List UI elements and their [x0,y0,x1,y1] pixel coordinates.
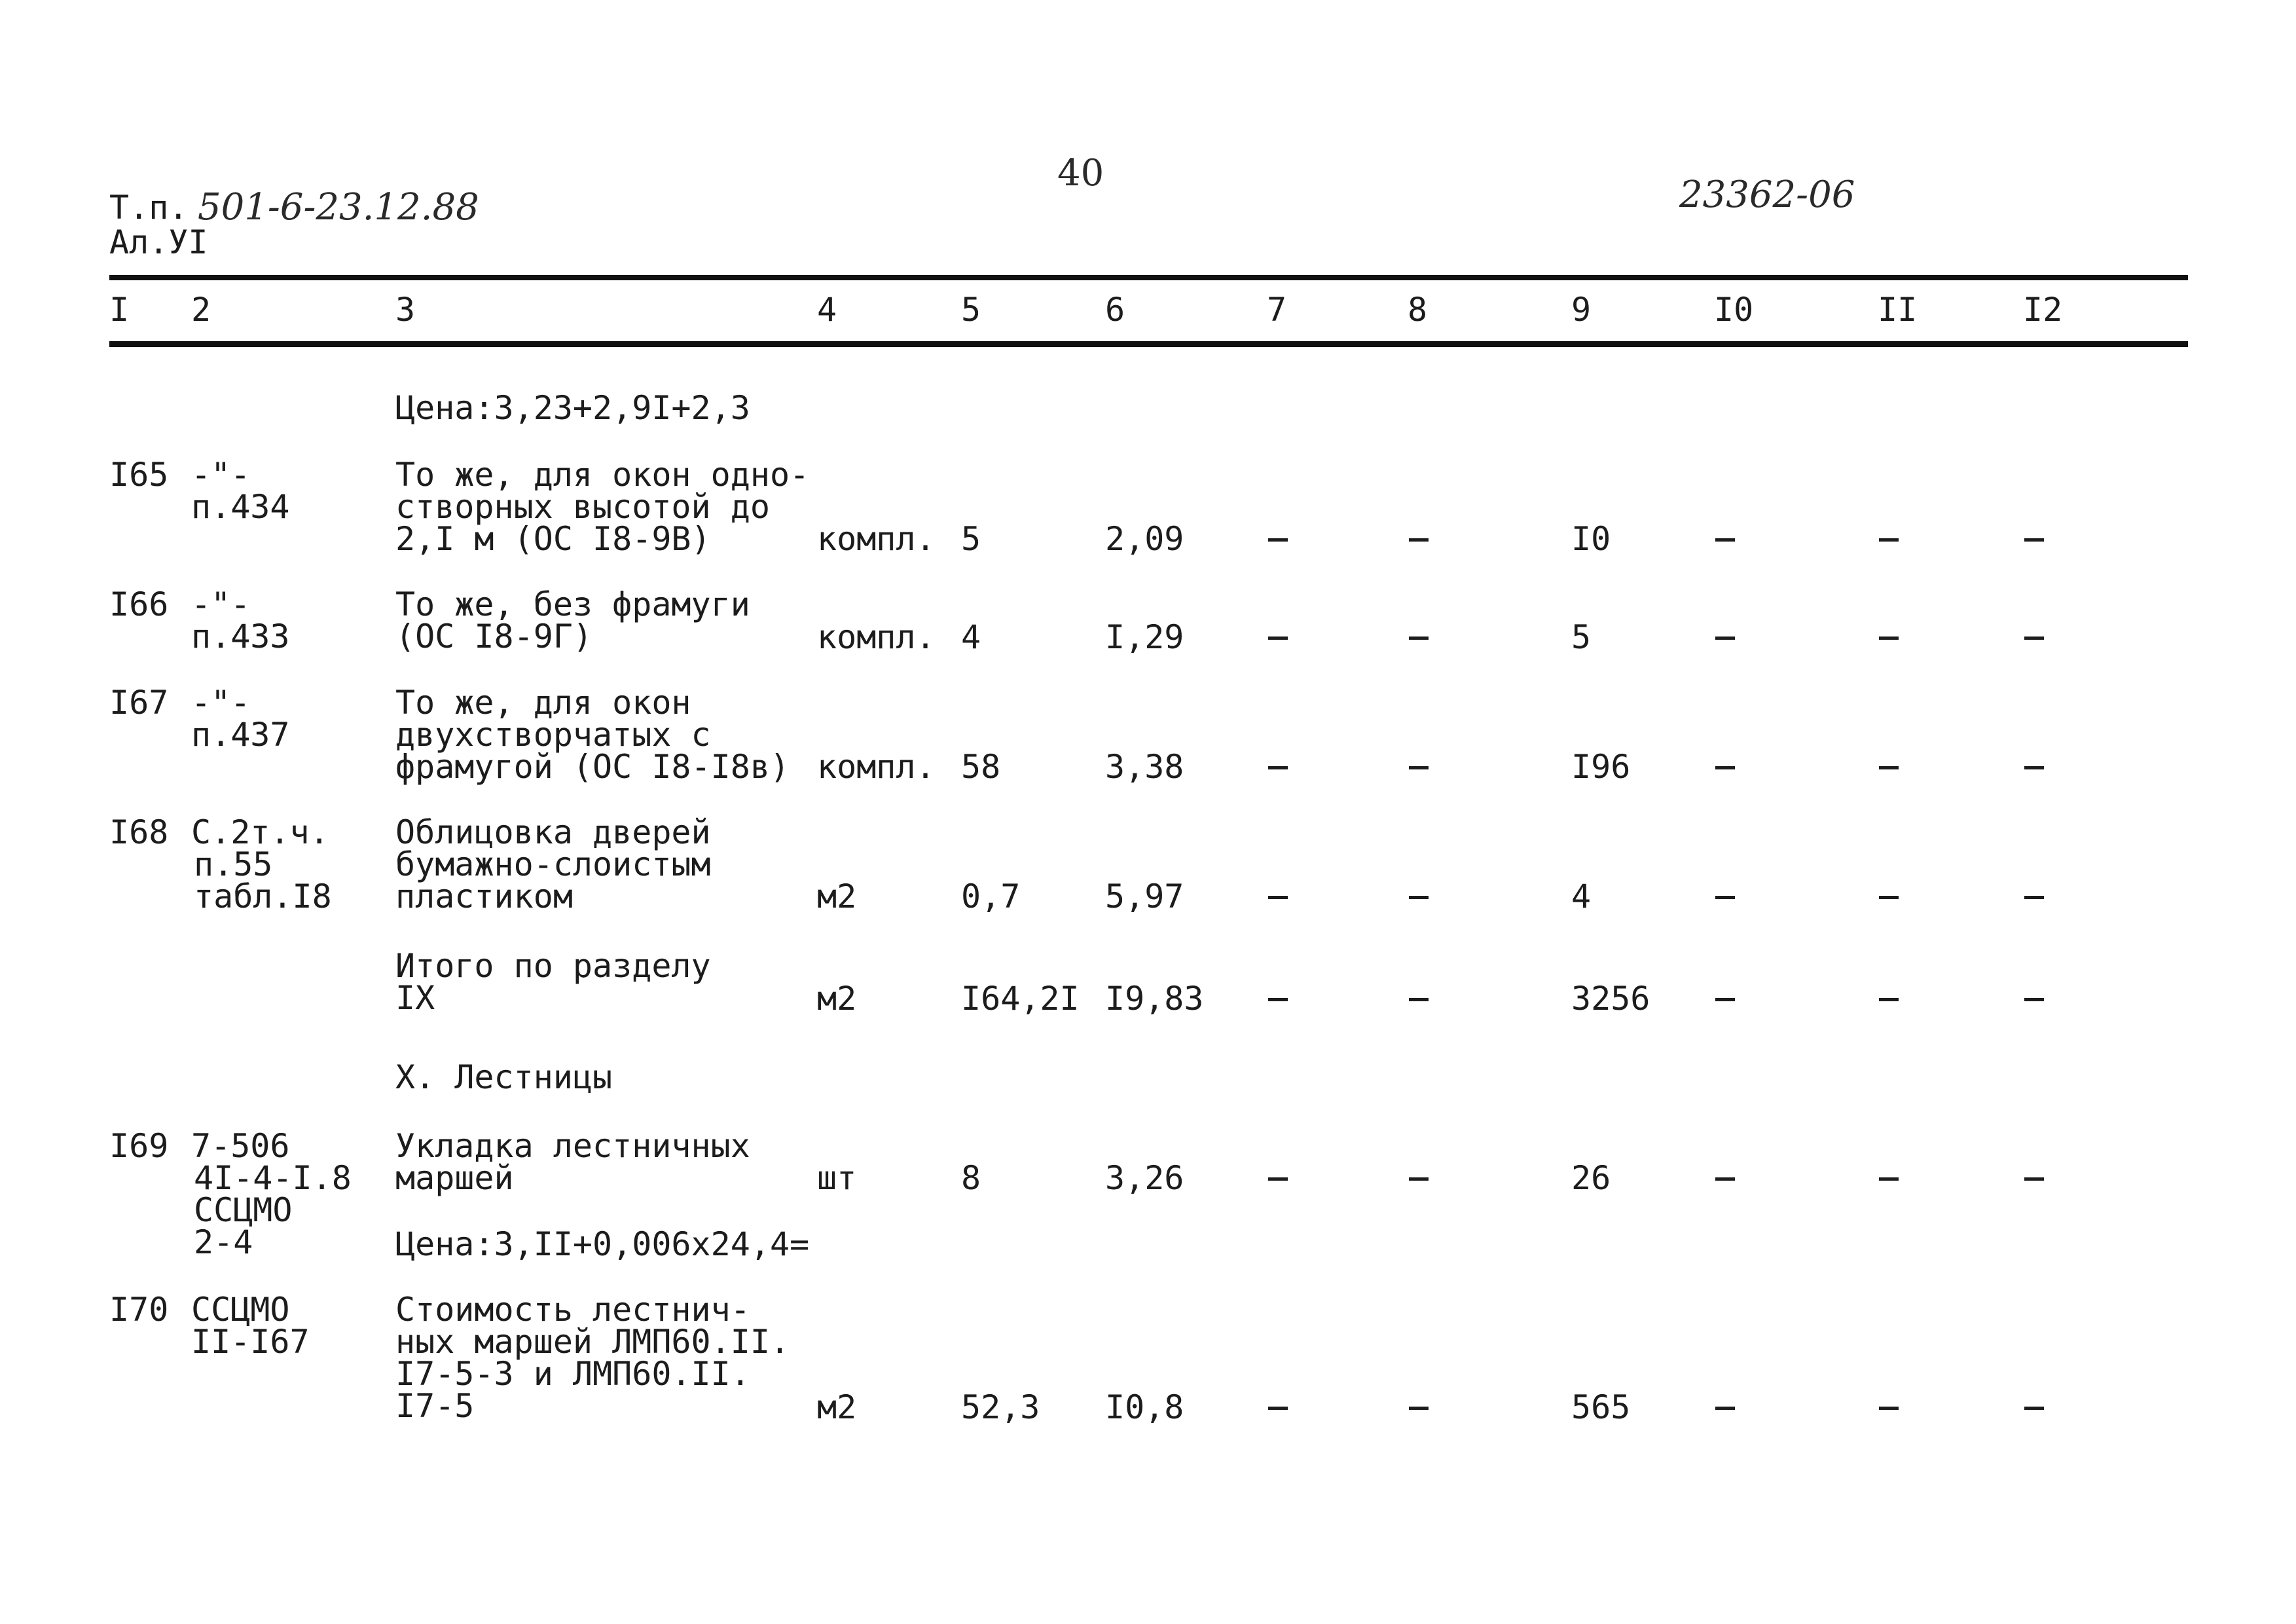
work-description: I7-5-3 и ЛМП60.II. [395,1355,750,1393]
quantity-cell: 5 [961,520,981,558]
value-dash-c10 [1715,637,1735,640]
col-header-2: 2 [191,291,211,329]
value-dash-c11 [1879,896,1899,899]
unit-cell: м2 [817,980,857,1018]
col-header-9: 9 [1571,291,1592,329]
album-label: Ал.УI [109,223,208,261]
norm-reference: п.55 [194,845,273,883]
value-dash-c11 [1879,1407,1899,1410]
value-dash-c8 [1409,896,1429,899]
value-dash-c12 [2024,766,2044,769]
value-cell-c9: I0 [1571,520,1611,558]
unit-price-cell: 3,38 [1105,748,1184,786]
unit-price-cell: I0,8 [1105,1388,1184,1426]
value-dash-c11 [1879,766,1899,769]
value-dash-c11 [1879,538,1899,542]
norm-reference: -"- [191,684,251,722]
row-number: I68 [109,813,169,851]
value-cell-c9: 26 [1571,1159,1611,1197]
work-description: ных маршей ЛМП60.II. [395,1323,790,1361]
value-dash-c10 [1715,766,1735,769]
value-dash-c8 [1409,1177,1429,1181]
row-number: I66 [109,585,169,623]
value-dash-c8 [1409,1407,1429,1410]
value-cell-c9: I96 [1571,748,1631,786]
work-description: Укладка лестничных [395,1127,750,1165]
work-description: То же, для окон одно- [395,456,810,494]
col-header-4: 4 [817,291,837,329]
header-bottom-rule [109,341,2188,347]
quantity-cell: 8 [961,1159,981,1197]
work-description: 2,I м (ОС I8-9В) [395,520,711,558]
unit-cell: шт [817,1159,857,1197]
page-number: 40 [1057,152,1104,194]
work-description: Облицовка дверей [395,813,711,851]
work-description: двухстворчатых с [395,716,711,754]
norm-reference: -"- [191,585,251,623]
norm-reference: ССЦМО [194,1191,293,1229]
value-dash-c12 [2024,1177,2044,1181]
value-dash-c11 [1879,637,1899,640]
value-dash-c12 [2024,1407,2044,1410]
col-header-5: 5 [961,291,981,329]
unit-price-cell: I9,83 [1105,980,1204,1018]
value-dash-c8 [1409,998,1429,1001]
quantity-cell: 4 [961,618,981,656]
value-dash-c12 [2024,538,2044,542]
row-number: I65 [109,456,169,494]
norm-reference: II-I67 [191,1323,310,1361]
unit-cell: м2 [817,877,857,915]
col-header-10: I0 [1714,291,1754,329]
col-header-11: II [1878,291,1918,329]
quantity-cell: 52,3 [961,1388,1040,1426]
doc-code: 23362-06 [1679,174,1855,216]
value-dash-c7 [1268,538,1288,542]
doc-ref-handwritten: 501-6-23.12.88 [198,186,479,229]
value-dash-c7 [1268,766,1288,769]
value-dash-c11 [1879,1177,1899,1181]
value-dash-c7 [1268,637,1288,640]
work-description: I7-5 [395,1387,475,1425]
work-description: Цена:3,23+2,9I+2,3 [395,389,750,427]
work-description: X. Лестницы [395,1058,613,1096]
work-description: То же, для окон [395,684,691,722]
value-dash-c12 [2024,998,2044,1001]
row-number: I67 [109,684,169,722]
unit-price-cell: 3,26 [1105,1159,1184,1197]
work-description: Итого по разделу [395,947,711,985]
work-description: Цена:3,II+0,006х24,4= [395,1225,810,1263]
value-dash-c10 [1715,538,1735,542]
work-description: пластиком [395,877,573,915]
quantity-cell: 58 [961,748,1001,786]
col-header-3: 3 [395,291,416,329]
col-header-7: 7 [1267,291,1287,329]
value-cell-c9: 3256 [1571,980,1650,1018]
work-description: IX [395,979,435,1017]
value-dash-c7 [1268,998,1288,1001]
row-number: I69 [109,1127,169,1165]
unit-cell: компл. [817,520,936,558]
unit-cell: м2 [817,1388,857,1426]
norm-reference: 2-4 [194,1223,253,1261]
value-dash-c10 [1715,896,1735,899]
work-description: фрамугой (ОС I8-I8в) [395,748,790,786]
norm-reference: С.2т.ч. [191,813,329,851]
work-description: бумажно-слоистым [395,845,711,883]
norm-reference: ССЦМО [191,1291,290,1329]
value-cell-c9: 4 [1571,877,1592,915]
value-dash-c12 [2024,896,2044,899]
unit-cell: компл. [817,748,936,786]
value-cell-c9: 5 [1571,618,1592,656]
value-dash-c10 [1715,1177,1735,1181]
quantity-cell: I64,2I [961,980,1080,1018]
header-top-rule [109,275,2188,280]
norm-reference: п.433 [191,618,290,655]
norm-reference: п.437 [191,716,290,754]
norm-reference: -"- [191,456,251,494]
doc-ref-prefix: Т.п. [109,189,189,227]
norm-reference: 7-506 [191,1127,290,1165]
norm-reference: п.434 [191,488,290,526]
value-dash-c7 [1268,1177,1288,1181]
unit-cell: компл. [817,618,936,656]
value-dash-c7 [1268,896,1288,899]
value-dash-c7 [1268,1407,1288,1410]
value-dash-c8 [1409,766,1429,769]
col-header-8: 8 [1408,291,1428,329]
work-description: створных высотой до [395,488,770,526]
value-dash-c12 [2024,637,2044,640]
col-header-6: 6 [1105,291,1125,329]
value-cell-c9: 565 [1571,1388,1631,1426]
unit-price-cell: 2,09 [1105,520,1184,558]
unit-price-cell: I,29 [1105,618,1184,656]
value-dash-c10 [1715,1407,1735,1410]
work-description: Стоимость лестнич- [395,1291,750,1329]
norm-reference: 4I-4-I.8 [194,1159,352,1197]
col-header-12: I2 [2023,291,2063,329]
work-description: (ОС I8-9Г) [395,618,593,655]
quantity-cell: 0,7 [961,877,1021,915]
value-dash-c8 [1409,637,1429,640]
value-dash-c11 [1879,998,1899,1001]
unit-price-cell: 5,97 [1105,877,1184,915]
value-dash-c8 [1409,538,1429,542]
row-number: I70 [109,1291,169,1329]
work-description: маршей [395,1159,514,1197]
norm-reference: табл.I8 [194,877,332,915]
value-dash-c10 [1715,998,1735,1001]
work-description: То же, без фрамуги [395,585,750,623]
col-header-1: I [109,291,130,329]
